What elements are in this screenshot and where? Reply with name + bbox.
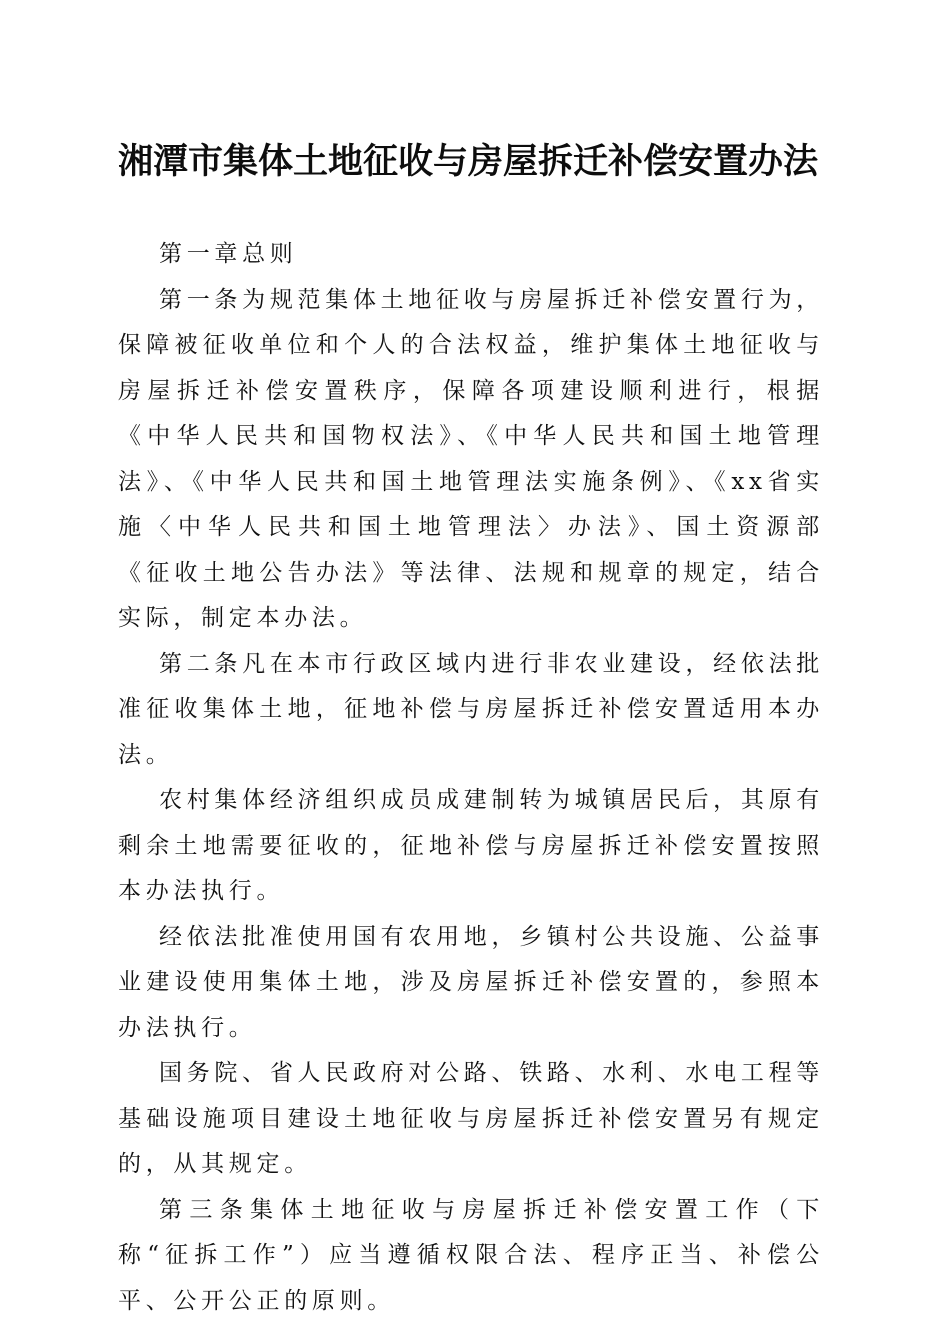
article-2-clause-rural-members: 农村集体经济组织成员成建制转为城镇居民后，其原有剩余土地需要征收的，征地补偿与房屋拆迁补偿安置按照本办法执行。	[118, 787, 824, 904]
article-3-paragraph: 第三条集体土地征收与房屋拆迁补偿安置工作（下称“征拆工作”）应当遵循权限合法、程序正当、补偿公平、公开公正的原则。	[118, 1196, 824, 1314]
article-2-clause-state-land: 经依法批准使用国有农用地，乡镇村公共设施、公益事业建设使用集体土地，涉及房屋拆迁补偿安置的，参照本办法执行。	[118, 923, 824, 1041]
article-2-clause-infrastructure: 国务院、省人民政府对公路、铁路、水利、水电工程等基础设施项目建设土地征收与房屋拆迁补偿安置另有规定的，从其规定。	[118, 1060, 824, 1177]
chapter-heading: 第一章总则	[159, 241, 298, 267]
document-body	[118, 232, 824, 1324]
document-title: 湘潭市集体土地征收与房屋拆迁补偿安置办法	[118, 141, 819, 182]
article-1-paragraph: 第一条为规范集体土地征收与房屋拆迁补偿安置行为，保障被征收单位和个人的合法权益，维护集体土地征收与房屋拆迁补偿安置秩序，保障各项建设顺利进行，根据《中华人民共和国物权法》、《中华人民共和国土地管理法》、《中华人民共和国土地管理法实施条例》、《xx省实施〈中华人民共和国土地管理法〉办法》、国土资源部《征收土地公告办法》等法律、法规和规章的规定，结合实际，制定本办法。	[118, 286, 824, 631]
article-2-paragraph: 第二条凡在本市行政区域内进行非农业建设，经依法批准征收集体土地，征地补偿与房屋拆迁补偿安置适用本办法。	[118, 650, 824, 768]
